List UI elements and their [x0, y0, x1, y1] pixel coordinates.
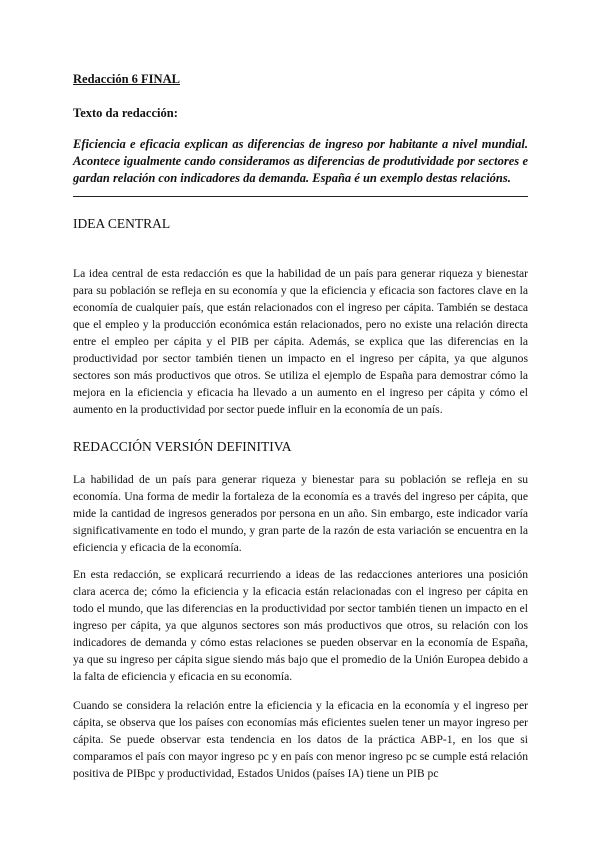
- paragraph-definitiva-2: En esta redacción, se explicará recurriendo a ideas de las redacciones anteriores una posición clara acerca de; cómo la eficiencia y la eficacia están relacionadas con el ingreso per cápita en todo el mundo, que las diferencias en la productividad por sector también tienen un impacto en el ingreso per cápita, ya que algunos sectores son más productivos que otros, su relación con los indicadores de demanda y cómo estas relaciones se pueden observar en la economía de España, ya que su ingreso per cápita sigue siendo más bajo que el promedio de la Unión Europea debido a la falta de eficiencia y eficacia en su economía.: [73, 568, 528, 683]
- summary-text: Eficiencia e eficacia explican as diferencias de ingreso por habitante a nivel mundial. Acontece igualmente cando consideramos as diferencias de produtividade por sectores e gardan relación con indicadores da demanda. España é un exemplo destas relacións.: [73, 137, 528, 185]
- paragraph-idea-central: La idea central de esta redacción es que la habilidad de un país para generar riqueza y bienestar para su población se refleja en su economía y que la eficiencia y eficacia son factores clave en la economía de cualquier país, que están relacionados con el ingreso per cápita. También se destaca que el empleo y la producción económica están relacionados, pero no existe una relación directa entre el empleo per cápita y el PIB per cápita. Además, se explica que las diferencias en la productividad por sector también tienen un impacto en el ingreso per cápita, ya que algunos sectores son más productivos que otros. Se utiliza el ejemplo de España para demostrar cómo la mejora en la eficiencia y eficacia ha llevado a un aumento en el ingreso per cápita y cómo el aumento en la productividad por sector puede influir en la economía de un país.: [73, 267, 528, 416]
- document-title: Redacción 6 FINAL: [73, 72, 180, 86]
- paragraph-definitiva-3: Cuando se considera la relación entre la eficiencia y la eficacia en la economía y el ingreso per cápita, se observa que los países con economías más eficientes suelen tener un mayor ingreso per cápita. Se puede observar esta tendencia en los datos de la práctica ABP-1, en los que si comparamos el país con mayor ingreso pc y en país con menor ingreso pc se cumple está relación positiva de PIBpc y productividad, Estados Unidos (países IA) tiene un PIB pc: [73, 699, 528, 780]
- text-label: Texto da redacción:: [73, 106, 178, 120]
- paragraph-definitiva-1: La habilidad de un país para generar riqueza y bienestar para su población se refleja en su economía. Una forma de medir la fortaleza de la economía es a través del ingreso per cápita, que mide la cantidad de ingresos generados por persona en un año. Sin embargo, este indicador varía significativamente en todo el mundo, y gran parte de la razón de esta variación se encuentra en la eficiencia y eficacia de la economía.: [73, 473, 528, 554]
- heading-idea-central: IDEA CENTRAL: [73, 216, 171, 231]
- heading-version-definitiva: REDACCIÓN VERSIÓN DEFINITIVA: [73, 439, 292, 454]
- section-divider: [73, 196, 528, 197]
